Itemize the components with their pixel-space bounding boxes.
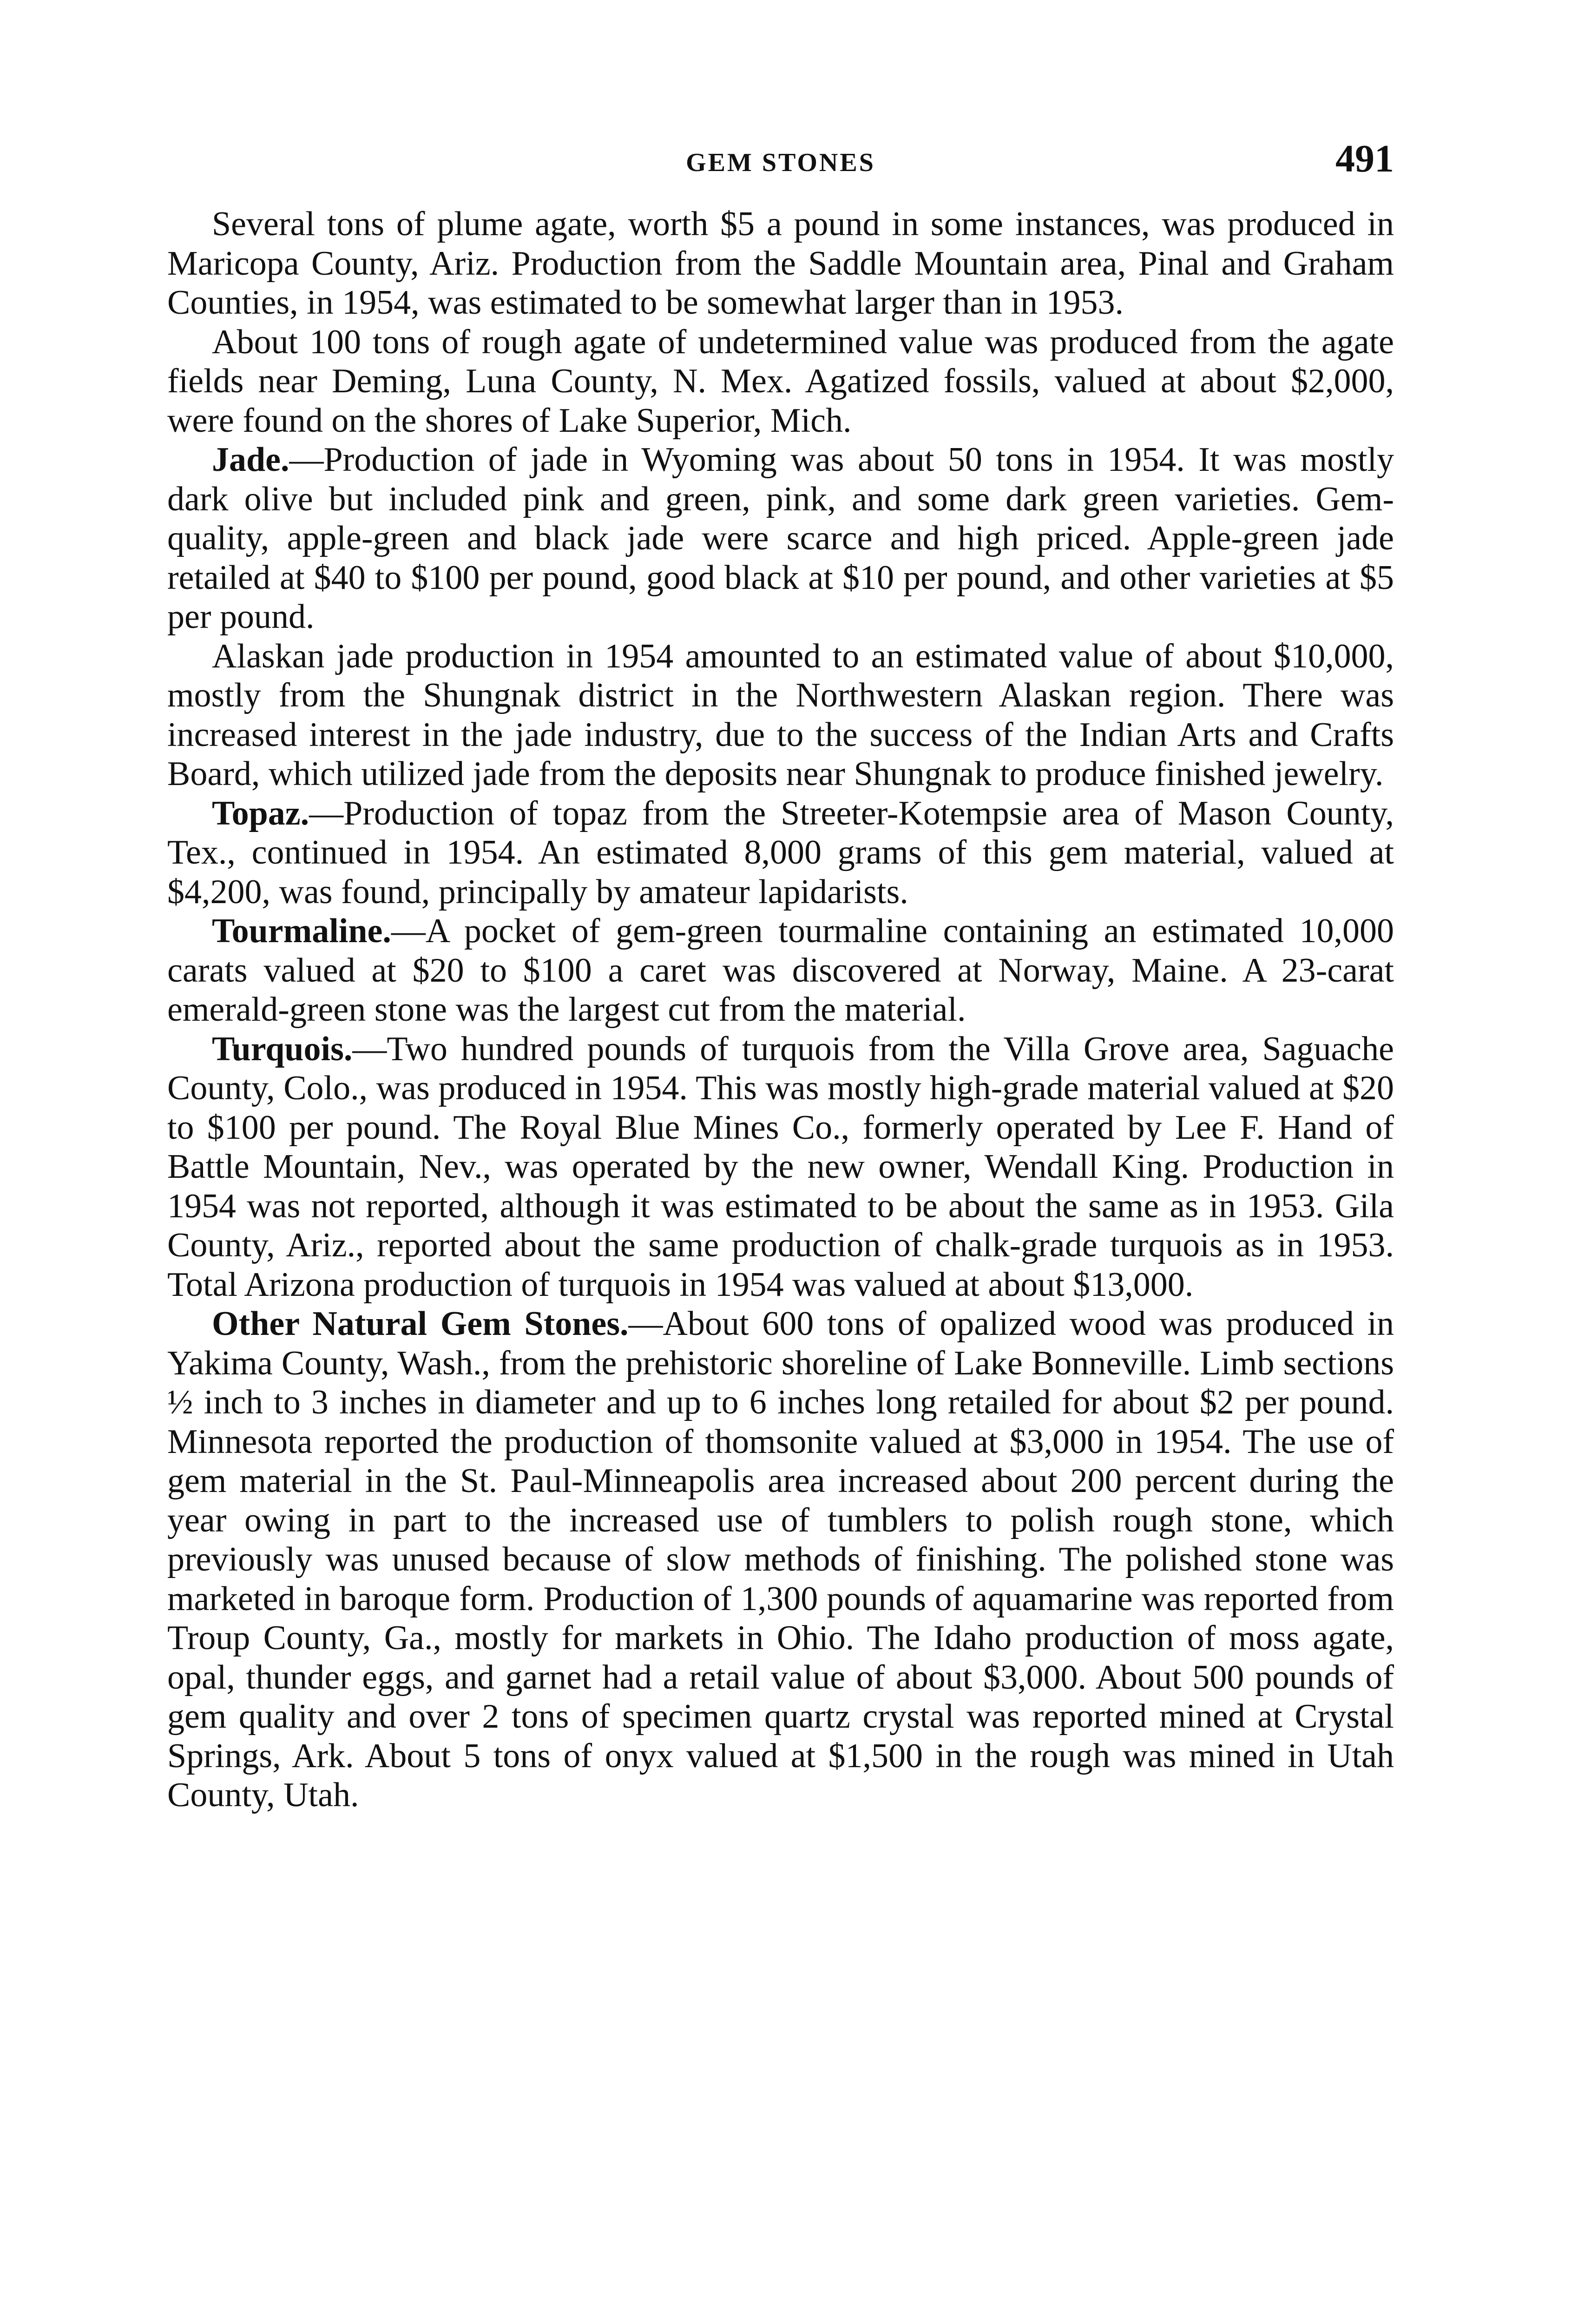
paragraph-text: Several tons of plume agate, worth $5 a pound in some instances, was produced in Maricopa County, Ariz. Production from the Saddle Mountain area, Pinal and Graham Counties, in 1954, was estimated to be somewhat larger than in 1953. [167,205,1394,322]
paragraph-text: Alaskan jade production in 1954 amounted to an estimated value of about $10,000, mostly from the Shungnak district in the Northwestern Alaskan region. There was increased interest in the jade industry, due to the success of the Indian Arts and Crafts Board, which utilized jade from the deposits near Shungnak to produce finished jewelry. [167,637,1394,793]
page-number: 491 [1335,137,1394,180]
document-page [167,139,1394,1815]
paragraph-text: —About 600 tons of opalized wood was produced in Yakima County, Wash., from the prehistoric shoreline of Lake Bonneville. Limb sections ½ inch to 3 inches in diameter and up to 6 inches long retailed for about $2 per pound. Minnesota reported the production of thomsonite valued at $3,000 in 1954. The use of gem material in the St. Paul-Minneapolis area increased about 200 percent during the year owing in part to the increased use of tumblers to polish rough stone, which previously was unused because of slow methods of finishing. The polished stone was marketed in baroque form. Production of 1,300 pounds of aquamarine was reported from Troup County, Ga., mostly for markets in Ohio. The Idaho production of moss agate, opal, thunder eggs, and garnet had a retail value of about $3,000. About 500 pounds of gem quality and over 2 tons of specimen quartz crystal was reported mined at Crystal Springs, Ark. About 5 tons of onyx valued at $1,500 in the rough was mined in Utah County, Utah. [167,1305,1394,1814]
body-text [167,205,1394,1815]
paragraph-lead-jade: Jade. [212,441,289,479]
paragraph-jade [167,440,1394,637]
paragraph-text: —Production of jade in Wyoming was about 50 tons in 1954. It was mostly dark olive but included pink and green, pink, and some dark green varieties. Gem-quality, apple-green and black jade were scarce and high priced. Apple-green jade retailed at $40 to $100 per pound, good black at $10 per pound, and other varieties at $5 per pound. [167,441,1394,636]
paragraph-other-gem-stones [167,1304,1394,1815]
paragraph-text: —A pocket of gem-green tourmaline containing an estimated 10,000 carats valued at $20 to $100 a caret was discovered at Norway, Maine. A 23-carat emerald-green stone was the largest cut from the material. [167,912,1394,1029]
paragraph-lead-turquois: Turquois. [212,1030,353,1068]
paragraph-topaz [167,794,1394,912]
paragraph-text: About 100 tons of rough agate of undetermined value was produced from the agate fields near Deming, Luna County, N. Mex. Agatized fossils, valued at about $2,000, were found on the shores of Lake Superior, Mich. [167,323,1394,440]
paragraph-turquois [167,1030,1394,1305]
paragraph-lead-other-gem-stones: Other Natural Gem Stones. [212,1305,629,1343]
paragraph-lead-topaz: Topaz. [212,794,309,832]
running-header [167,139,1394,191]
paragraph-tourmaline [167,911,1394,1030]
paragraph-text: —Two hundred pounds of turquois from the Villa Grove area, Saguache County, Colo., was produced in 1954. This was mostly high-grade material valued at $20 to $100 per pound. The Royal Blue Mines Co., formerly operated by Lee F. Hand of Battle Mountain, Nev., was operated by the new owner, Wendall King. Production in 1954 was not reported, although it was estimated to be about the same as in 1953. Gila County, Ariz., reported about the same production of chalk-grade turquois as in 1953. Total Arizona production of turquois in 1954 was valued at about $13,000. [167,1030,1394,1304]
paragraph-alaskan-jade [167,637,1394,794]
paragraph-lead-tourmaline: Tourmaline. [212,912,391,950]
paragraph-rough-agate [167,323,1394,441]
running-title: GEM STONES [686,148,875,177]
paragraph-plume-agate [167,205,1394,323]
paragraph-text: —Production of topaz from the Streeter-Kotempsie area of Mason County, Tex., continued in 1954. An estimated 8,000 grams of this gem material, valued at $4,200, was found, principally by amateur lapidarists. [167,794,1394,911]
